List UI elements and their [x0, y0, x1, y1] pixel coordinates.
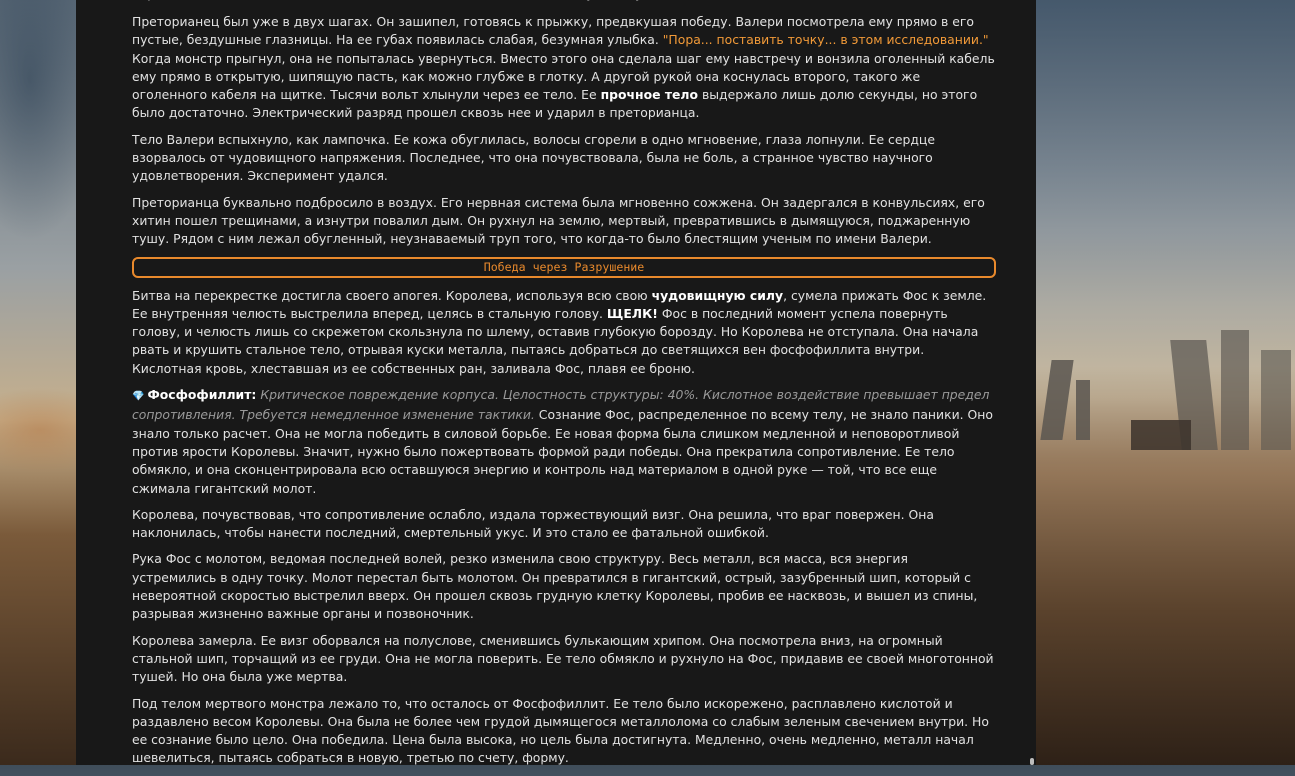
paragraph-2: Тело Валери вспыхнуло, как лампочка. Ее кожа обуглилась, волосы сгорели в одно мгновение, глаза лопнули. Ее сердце взорвалось от чудовищного напряжения. Последнее, что она почувствовала, была не боль, а странное чувство научного удовлетворения. Эксперимент удался. [132, 131, 935, 184]
paragraph-9: Под телом мертвого монстра лежало то, что осталось от Фосфофиллит. Ее тело было искорежено, расплавлено кислотой и раздавлено весом Королевы. Она была не более чем грудой дымящегося металлолома со слабым зеленым свечением внутри. Но ее сознание было цело. Она победила. Цена была высока, но цель была достигнута. Медленно, очень медленно, металл начал шевелиться, пытаясь собраться в новую, третью по счету, форму. [132, 695, 989, 766]
scrollbar-thumb[interactable] [1030, 758, 1034, 765]
gem-icon: 💎 [132, 391, 145, 403]
speaker-name: Фосфофиллит: [147, 387, 257, 403]
paragraph-3: Преторианца буквально подбросило в воздух. Его нервная система была мгновенно сожжена. Он задергался в конвульсиях, его хитин пошел трещинами, а изнутри повалил дым. Он рухнул на землю, мертвый, превратившись в дымящуюся, поджаренную тушу. Рядом с ним лежал обугленный, неузнаваемый труп того, что когда-то было блестящим ученым по имени Валери. [132, 194, 985, 247]
paragraph-1: Преторианец был уже в двух шагах. Он зашипел, готовясь к прыжку, предвкушая победу. Валери посмотрела ему прямо в его пустые, бездушные глазницы. На ее губах появилась слабая, безумная улыбка. "Пора... поставить точку... в этом исследовании." Когда монстр прыгнул, она не попыталась увернуться. Вместо этого она сделала шаг ему навстречу и вонзила оголенный кабель ему прямо в открытую, шипящую пасть, как можно глубже в глотку. А другой рукой она коснулась второго, такого же оголенного кабеля на щитке. Тысячи вольт хлынули через ее тело. Ее прочное тело выдержало лишь долю секунды, но этого было достаточно. Электрический разряд прошел сквозь нее и ударил в преторианца. [132, 14, 995, 121]
paragraph-7: Рука Фос с молотом, ведомая последней волей, резко изменила свою структуру. Весь металл, вся масса, вся энергия устремились в одну точку. Молот перестал быть молотом. Он превратился в гигантский, острый, зазубренный шип, который с невероятной скоростью выстрелил вверх. Он прошел сквозь грудную клетку Королевы, пробив ее насквозь, и вышел из спины, разрывая жизненно важные органы и позвоночник. [132, 551, 978, 622]
system-message: Критическое повреждение корпуса. Целостность структуры: 40%. Кислотное воздействие превышает предел сопротивления. Требуется немедленное изменение тактики. [132, 387, 990, 423]
paragraph-4: Битва на перекрестке достигла своего апогея. Королева, используя всю свою чудовищную силу, сумела прижать Фос к земле. Ее внутренняя челюсть выстрелила вперед, целясь в стальную голову. ЩЕЛК! Фос в последний момент успела повернуть голову, и челюсть лишь со скрежетом скользнула по шлему, оставив глубокую борозду. Но Королева не отступала. Она начала рвать и крушить стальное тело, отрывая куски металла, пытаясь добраться до светящихся вен фосфофиллита внутри. Кислотная кровь, хлеставшая из ее собственных ран, заливала Фос, плавя ее броню. [132, 287, 987, 376]
story-panel [76, 0, 1036, 765]
quote-valeri: "Пора... поставить точку... в этом исследовании." [662, 32, 989, 48]
paragraph-6: Королева, почувствовав, что сопротивление ослабло, издала торжествующий визг. Она решила, что враг повержен. Она наклонилась, чтобы нанести последний, смертельный укус. И это стало ее фатальной ошибкой. [132, 506, 934, 541]
section-divider-label: Победа через Разрушение [483, 260, 645, 275]
paragraph-5: 💎 Фосфофиллит: Критическое повреждение корпуса. Целостность структуры: 40%. Кислотное воздействие превышает предел сопротивления. Требуется немедленное изменение тактики. Сознание Фос, распределенное по всему телу, не знало паники. Оно знало только расчет. Она не могла победить в силовой борьбе. Ее новая форма была слишком медленной и неповоротливой против ярости Королевы. Значит, нужно было пожертвовать формой ради победы. Она прекратила сопротивление. Ее тело обмякло, и она сконцентрировала всю оставшуюся энергию и контроль над материалом в одной руке — той, что все еще сжимала гигантский молот. [132, 387, 993, 496]
section-divider [132, 257, 996, 278]
paragraph-8: Королева замерла. Ее визг оборвался на полуслове, сменившись булькающим хрипом. Она посмотрела вниз, на огромный стальной шип, торчащий из ее груди. Она не могла поверить. Ее тело обмякло и рухнуло на Фос, придавив ее своей многотонной тушей. Но она была уже мертва. [132, 632, 994, 685]
background-landscape-right [1036, 0, 1295, 765]
story-content [132, 0, 996, 776]
paragraph-cut-top [132, 0, 647, 3]
background-landscape-left [0, 0, 76, 765]
bold-durable-body: прочное тело [600, 87, 698, 103]
